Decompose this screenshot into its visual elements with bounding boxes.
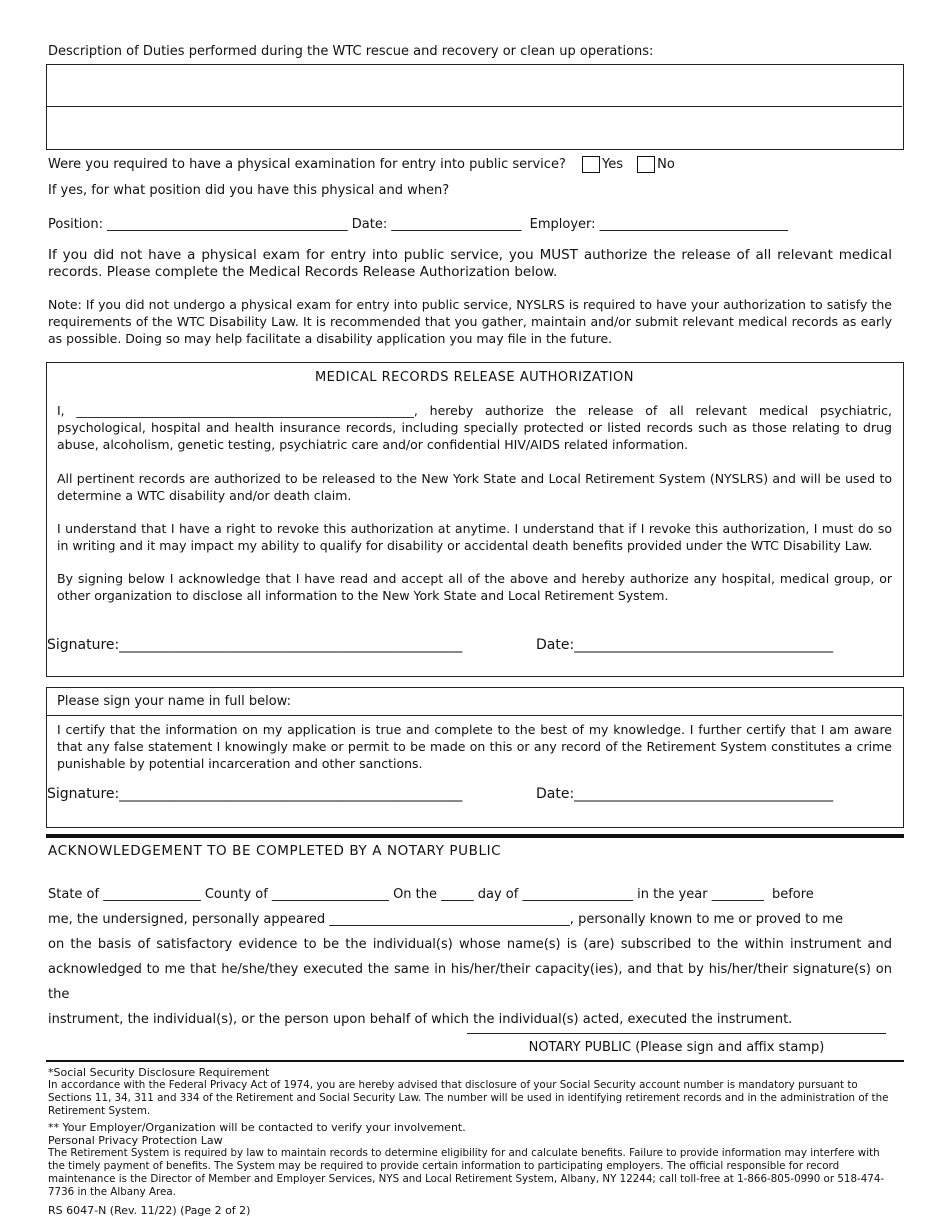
- release-date-field[interactable]: Date:_____________________________________: [536, 637, 834, 653]
- certification-divider: [47, 715, 902, 716]
- certification-date-field[interactable]: Date:_____________________________________: [536, 786, 834, 802]
- notary-line-2[interactable]: me, the undersigned, personally appeared _____________________________________, personally known to me or proved to me: [48, 912, 843, 927]
- duties-input-line-2[interactable]: [47, 108, 902, 148]
- duties-field-box: [46, 64, 904, 150]
- notary-line-1[interactable]: State of _______________ County of __________________ On the _____ day of _________________ in the year ________ before: [48, 887, 814, 902]
- certification-box: [46, 687, 904, 828]
- employer-field[interactable]: Employer: _____________________________: [529, 217, 789, 232]
- form-id: RS 6047-N (Rev. 11/22) (Page 2 of 2): [48, 1204, 251, 1217]
- no-checkbox[interactable]: [637, 156, 655, 173]
- release-authorization-box: [46, 362, 904, 677]
- notary-line-5: instrument, the individual(s), or the person upon behalf of which the individual(s) acted, executed the instrument.: [48, 1012, 793, 1027]
- release-paragraph-4: By signing below I acknowledge that I have read and accept all of the above and hereby authorize any hospital, medical group, or other organization to disclose all information to the New York State and Local Retirement System.: [57, 571, 892, 603]
- notary-top-rule: [46, 834, 904, 838]
- duties-label: Description of Duties performed during the WTC rescue and recovery or clean up operations:: [48, 44, 654, 59]
- notary-line-4: acknowledged to me that he/she/they executed the same in his/her/their capacity(ies), and that by his/her/their signature(s) on the: [48, 962, 892, 1002]
- must-authorize-text: If you did not have a physical exam for entry into public service, you MUST authorize the release of all relevant medical records. Please complete the Medical Records Release Authorization below.: [48, 247, 892, 280]
- duties-input-line-1[interactable]: [47, 65, 902, 107]
- privacy-text: The Retirement System is required by law to maintain records to determine eligibility for and calculate benefits. Failure to provide information may interfere with the timely payment of benefits. The System may be required to provide certain information to participating employers. The official responsible for record maintenance is the Director of Member and Employer Services, NYS and Local Retirement System, Albany, NY 12244; call toll-free at 1-866-805-0990 or 518-474-7736 in the Albany Area.: [48, 1147, 885, 1198]
- footer: [48, 1066, 890, 1217]
- certification-signature-field[interactable]: Signature:_________________________________________________: [47, 786, 463, 802]
- position-date-employer-row: [48, 216, 788, 233]
- yes-checkbox[interactable]: [582, 156, 600, 173]
- physical-question-row: [48, 156, 675, 173]
- ssn-title: *Social Security Disclosure Requirement: [48, 1066, 270, 1079]
- release-paragraph-1: I, ______________________________________________________, hereby authorize the release of all relevant medical psychiatric, psychological, hospital and health insurance records, including specially protected or listed records such as those relating to drug abuse, alcoholism, genetic testing, psychiatric care and/or confidential HIV/AIDS related information.: [57, 403, 892, 452]
- physical-question: Were you required to have a physical examination for entry into public service?: [48, 157, 566, 172]
- notary-line-3: on the basis of satisfactory evidence to be the individual(s) whose name(s) is (are) subscribed to the within instrument and: [48, 937, 892, 952]
- release-paragraph-3: I understand that I have a right to revoke this authorization at anytime. I understand that if I revoke this authorization, I must do so in writing and it may impact my ability to qualify for disability or accidental death benefits provided under the WTC Disability Law.: [57, 521, 892, 553]
- notary-stamp-label: NOTARY PUBLIC (Please sign and affix stamp): [528, 1040, 825, 1055]
- notary-title: ACKNOWLEDGEMENT TO BE COMPLETED BY A NOTARY PUBLIC: [48, 843, 502, 859]
- release-signature-field[interactable]: Signature:_________________________________________________: [47, 637, 463, 653]
- employer-note: ** Your Employer/Organization will be contacted to verify your involvement.: [48, 1121, 466, 1134]
- certification-text: I certify that the information on my application is true and complete to the best of my knowledge. I further certify that I am aware that any false statement I knowingly make or permit to be made on this or any record of the Retirement System constitutes a crime punishable by potential incarceration and other sanctions.: [57, 722, 892, 771]
- date-field[interactable]: Date: ____________________: [351, 217, 522, 232]
- notary-signature-line[interactable]: [467, 1033, 886, 1034]
- duties-divider: [47, 106, 902, 107]
- notary-body: [48, 882, 892, 1032]
- privacy-title: Personal Privacy Protection Law: [48, 1134, 223, 1147]
- note-text: Note: If you did not undergo a physical exam for entry into public service, NYSLRS is required to have your authorization to satisfy the requirements of the WTC Disability Law. It is recommended that you gather, maintain and/or submit relevant medical records as early as possible. Doing so may help facilitate a disability application you may file in the future.: [48, 297, 892, 346]
- physical-followup: If yes, for what position did you have this physical and when?: [48, 183, 450, 198]
- no-label: No: [657, 157, 675, 172]
- release-title: MEDICAL RECORDS RELEASE AUTHORIZATION: [314, 370, 635, 385]
- certification-header: Please sign your name in full below:: [57, 694, 291, 709]
- footer-top-rule: [46, 1060, 904, 1062]
- release-paragraph-2: All pertinent records are authorized to be released to the New York State and Local Retirement System (NYSLRS) and will be used to determine a WTC disability and/or death claim.: [57, 471, 892, 503]
- yes-label: Yes: [601, 157, 623, 172]
- ssn-text: In accordance with the Federal Privacy Act of 1974, you are hereby advised that disclosure of your Social Security account number is mandatory pursuant to Sections 11, 34, 311 and 334 of the Retirement and Social Security Law. The number will be used in identifying retirement records and in the administration of the Retirement System.: [48, 1079, 889, 1117]
- position-field[interactable]: Position: _____________________________________: [48, 217, 348, 232]
